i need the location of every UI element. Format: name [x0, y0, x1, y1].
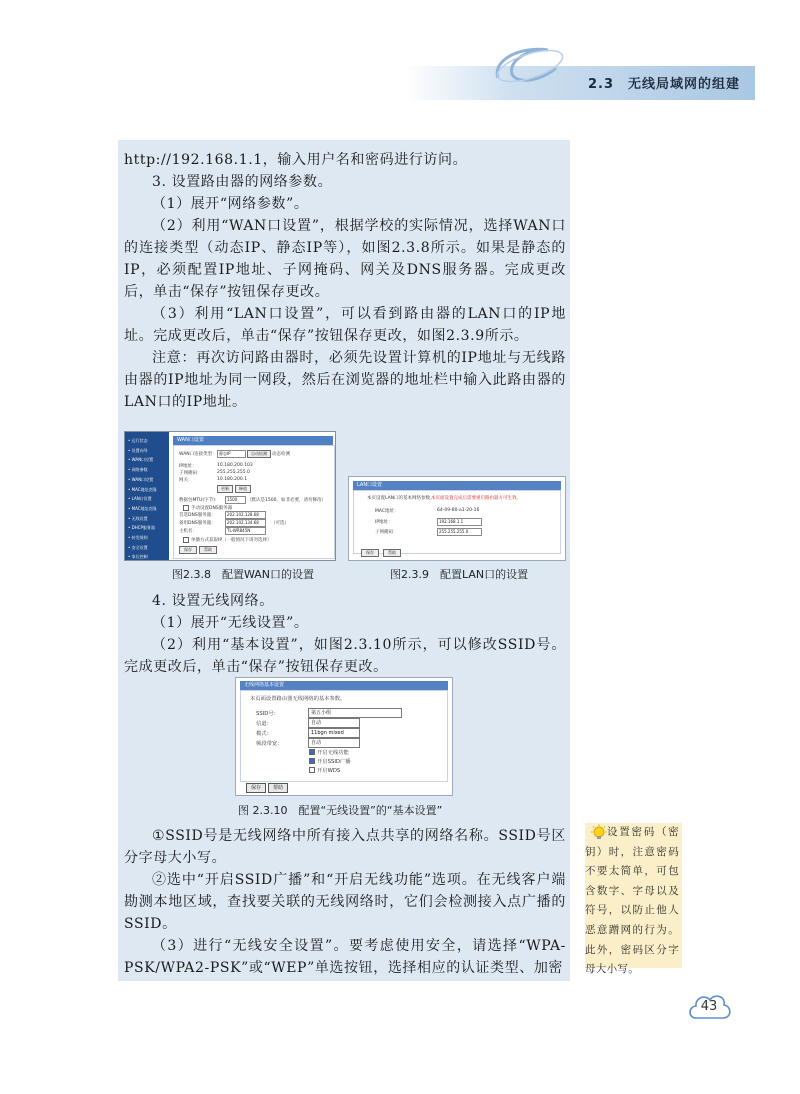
bandwidth-label: 频段带宽： — [256, 741, 283, 747]
wan-ip-label: IP地址： — [179, 464, 197, 469]
paragraph-wan: （2）利用“WAN口设置”，根据学校的实际情况，选择WAN口的连接类型（动态IP、静态IP等），如图2.3.8所示。如果是静态的IP，必须配置IP地址、子网掩码、网关及DNS服务器。完成更改后，单击“保存”按钮保存更改。 — [124, 218, 566, 300]
sidebar-item[interactable]: • 运行状态 — [128, 438, 148, 443]
lan-help-button[interactable]: 帮助 — [383, 549, 401, 557]
enable-wds-checkbox[interactable] — [309, 767, 315, 773]
wireless-help-button[interactable]: 帮助 — [268, 783, 288, 793]
lan-mac-value: 64-09-80-a1-20-16 — [437, 508, 480, 513]
lan-desc: 本页设置LAN口的基本网络参数。 — [367, 496, 435, 501]
page-number: 43 — [700, 999, 718, 1014]
wireless-save-button[interactable]: 保存 — [246, 783, 266, 793]
wan-save-button[interactable]: 保存 — [179, 546, 197, 554]
renew-button[interactable]: 更新 — [217, 485, 233, 493]
dns1-input[interactable]: 202.102.128.68 — [225, 511, 266, 519]
mode-select[interactable]: 11bgn mixed — [308, 728, 360, 738]
wan-help-button[interactable]: 帮助 — [199, 546, 217, 554]
paragraph-ssid: ①SSID号是无线网络中所有接入点共享的网络名称。SSID号区分字母大小写。 — [124, 828, 566, 866]
hostname-input[interactable]: TL-WR845N — [225, 527, 266, 535]
paragraph-security: （3）进行“无线安全设置”。要考虑使用安全，请选择“WPA-PSK/WPA2-PSK”或“WEP”单选按钮，选择相应的认证类型、加密 — [124, 938, 566, 976]
mtu-label: 数据包MTU(字节)： — [179, 498, 220, 503]
auto-detect-button[interactable]: 自动检测 — [247, 450, 271, 458]
figure-lan-settings — [348, 476, 566, 561]
lan-mask-select[interactable]: 255.255.255.0 — [437, 528, 482, 536]
lan-save-button[interactable]: 保存 — [361, 549, 379, 557]
wan-gw-value: 10.180.200.1 — [217, 477, 248, 482]
channel-select[interactable]: 自动 — [308, 718, 360, 728]
wan-panel-title: WAN口设置 — [173, 436, 333, 445]
enable-wds-label: 开启WDS — [317, 768, 341, 774]
manual-dns-label: 手动设置DNS服务器 — [191, 506, 233, 511]
channel-label: 信道： — [256, 721, 272, 727]
enable-ssid-broadcast-label: 开启SSID广播 — [317, 759, 351, 765]
lan-panel-title: LAN口设置 — [353, 481, 561, 490]
enable-wireless-label: 开启无线功能 — [317, 750, 349, 756]
paragraph-ssid-broadcast: ②选中“开启SSID广播”和“开启无线功能”选项。在无线客户端勘测本地区域，查找要关联的无线网络时，它们会检测接入点广播的SSID。 — [124, 872, 566, 932]
mtu-input[interactable]: 1500 — [225, 496, 246, 504]
unicast-checkbox[interactable] — [183, 537, 189, 543]
wan-gw-label: 网关： — [179, 478, 193, 483]
mtu-hint: （默认是1500，如非必要，请勿修改） — [247, 498, 326, 503]
paragraph-lan: （3）利用“LAN口设置”，可以看到路由器的LAN口的IP地址。完成更改后，单击“保存”按钮保存更改，如图2.3.9所示。 — [124, 306, 566, 344]
sidebar-item[interactable]: • 网络参数 — [128, 467, 148, 473]
figure-wireless-basic — [235, 677, 453, 796]
sidebar-item[interactable]: • MAC地址克隆 — [128, 486, 157, 492]
sidebar-item[interactable]: • 设置向导 — [128, 447, 148, 453]
sidebar-item[interactable]: • WAN口设置 — [128, 457, 154, 463]
sidebar-item[interactable]: • DHCP服务器 — [128, 525, 155, 531]
sidebar-item[interactable]: • 转发规则 — [128, 535, 148, 541]
detect-hint: 动态检测 — [272, 452, 290, 457]
wan-mask-label: 子网掩码： — [179, 471, 202, 476]
wireless-panel-title: 无线网络基本设置 — [240, 681, 448, 690]
tip-text: 设置密码（密钥）时，注意密码不要太简单，可包含数字、字母以及符号，以防止他人恶意蹭网的行为。此外，密码区分字母大小写。 — [585, 826, 679, 976]
figure-wan-settings — [124, 431, 336, 561]
lan-ip-label: IP地址： — [375, 520, 393, 525]
sidebar-item[interactable]: • 无线设置 — [128, 515, 148, 521]
router-sidebar — [125, 432, 169, 560]
chapter-title: 2.3 无线局域网的组建 — [588, 77, 741, 92]
dns2-input[interactable]: 202.102.134.68 — [225, 519, 266, 527]
lan-desc-warning: 本页面设置完成后需要重启路由器方可生效。 — [431, 496, 521, 501]
hostname-label: 主机名： — [179, 529, 197, 534]
paragraph-expand-wireless: （1）展开“无线设置”。 — [152, 615, 309, 631]
caption-fig-2-3-8: 图2.3.8 配置WAN口的设置 — [172, 568, 315, 581]
enable-ssid-broadcast-checkbox[interactable] — [309, 758, 315, 764]
ssid-input[interactable]: 第五小组 — [308, 708, 402, 718]
paragraph-url: http://192.168.1.1，输入用户名和密码进行访问。 — [124, 152, 468, 168]
paragraph-note: 注意：再次访问路由器时，必须先设置计算机的IP地址与无线路由器的IP地址为同一网段，然后在浏览器的地址栏中输入此路由器的LAN口的IP地址。 — [124, 350, 566, 410]
sidebar-item[interactable]: • MAC地址克隆 — [128, 505, 157, 511]
bandwidth-select[interactable]: 自动 — [308, 738, 360, 748]
sidebar-item[interactable]: • WAN口设置 — [128, 476, 154, 482]
wan-mask-value: 255.255.255.0 — [217, 470, 250, 475]
wan-conn-select[interactable]: 静态IP — [217, 450, 246, 458]
paragraph-step3: 3. 设置路由器的网络参数。 — [152, 174, 333, 190]
lan-ip-input[interactable]: 192.168.1.1 — [437, 518, 482, 526]
paragraph-step4: 4. 设置无线网络。 — [152, 593, 274, 609]
wan-conn-label: WAN口连接类型： — [179, 452, 217, 457]
paragraph-basic-settings: （2）利用“基本设置”，如图2.3.10所示，可以修改SSID号。完成更改后，单击“保存”按钮保存更改。 — [124, 637, 566, 675]
sidebar-item[interactable]: • 家长控制 — [128, 554, 148, 560]
enable-wireless-checkbox[interactable] — [309, 749, 315, 755]
ssid-label: SSID号： — [256, 711, 279, 717]
lan-mask-label: 子网掩码： — [375, 530, 398, 535]
caption-fig-2-3-10: 图 2.3.10 配置“无线设置”的“基本设置” — [238, 804, 443, 817]
sidebar-item[interactable]: • LAN口设置 — [128, 496, 152, 502]
dns1-label: 首选DNS服务器： — [179, 513, 216, 518]
sidebar-item[interactable]: • 安全设置 — [128, 544, 148, 550]
wireless-desc: 本页面设置路由器无线网络的基本参数。 — [250, 696, 346, 702]
dns2-hint: （可选） — [271, 521, 289, 526]
manual-dns-checkbox[interactable] — [183, 505, 189, 511]
unicast-label: 单播方式获取IP（一般情况下请勿选择） — [191, 538, 272, 543]
paragraph-expand-network: （1）展开“网络参数”。 — [152, 196, 309, 212]
wan-ip-value: 10.180.200.103 — [217, 463, 253, 468]
dns2-label: 备用DNS服务器： — [179, 521, 216, 526]
mode-label: 模式： — [256, 731, 272, 737]
lan-mac-label: MAC地址： — [375, 509, 399, 514]
caption-fig-2-3-9: 图2.3.9 配置LAN口的设置 — [390, 568, 529, 581]
release-button[interactable]: 释放 — [235, 485, 251, 493]
swoosh-logo-icon — [490, 38, 570, 90]
